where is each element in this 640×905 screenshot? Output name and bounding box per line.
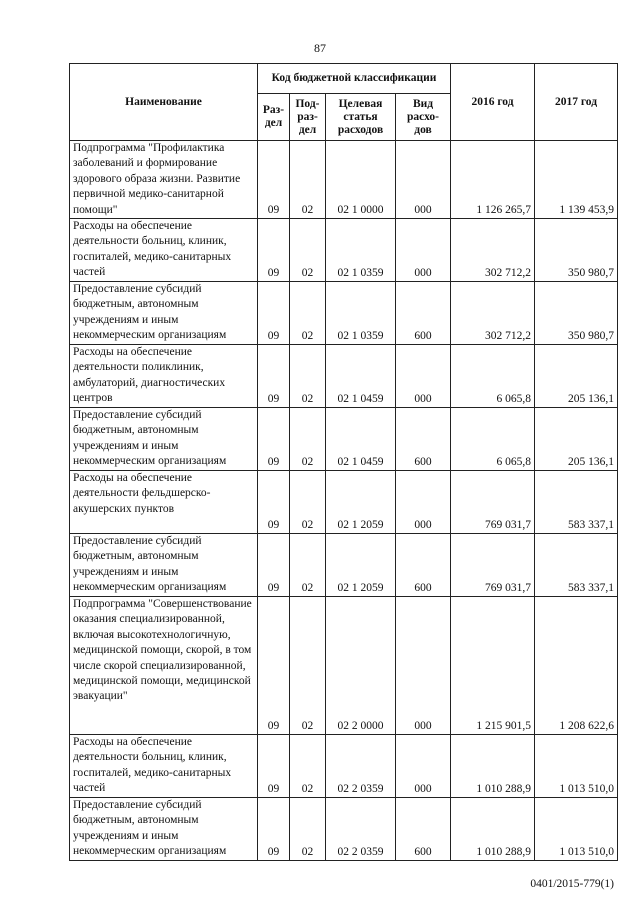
cell-subsection: 02 — [290, 408, 326, 471]
cell-section: 09 — [258, 735, 290, 798]
cell-2017: 1 208 622,6 — [535, 597, 618, 735]
budget-table — [69, 63, 618, 861]
cell-section: 09 — [258, 534, 290, 597]
cell-subsection: 02 — [290, 345, 326, 408]
cell-target: 02 1 0459 — [326, 408, 396, 471]
cell-2017: 205 136,1 — [535, 345, 618, 408]
cell-section: 09 — [258, 282, 290, 345]
table-header — [70, 64, 618, 141]
cell-type: 600 — [396, 798, 451, 861]
cell-target: 02 1 2059 — [326, 471, 396, 534]
cell-section: 09 — [258, 345, 290, 408]
cell-name: Расходы на обеспечение деятельности больниц, клиник, госпиталей, медико-санитарных частей — [70, 219, 258, 282]
cell-type: 600 — [396, 408, 451, 471]
cell-target: 02 1 0000 — [326, 141, 396, 219]
cell-2016: 1 215 901,5 — [451, 597, 535, 735]
table-row — [70, 345, 618, 408]
cell-subsection: 02 — [290, 798, 326, 861]
table-row — [70, 282, 618, 345]
cell-type: 000 — [396, 735, 451, 798]
cell-subsection: 02 — [290, 735, 326, 798]
cell-target: 02 1 0459 — [326, 345, 396, 408]
cell-target: 02 2 0359 — [326, 798, 396, 861]
cell-2017: 1 013 510,0 — [535, 735, 618, 798]
cell-section: 09 — [258, 798, 290, 861]
cell-name: Подпрограмма "Профилактика заболеваний и формирование здорового образа жизни. Развитие первичной медико-санитарной помощи" — [70, 141, 258, 219]
table-row — [70, 408, 618, 471]
cell-type: 600 — [396, 282, 451, 345]
header-type: Вид расхо-дов — [396, 94, 451, 141]
cell-subsection: 02 — [290, 597, 326, 735]
table-row — [70, 735, 618, 798]
cell-target: 02 1 0359 — [326, 219, 396, 282]
table-row — [70, 219, 618, 282]
page-number: 87 — [314, 41, 326, 55]
cell-type: 600 — [396, 534, 451, 597]
header-target: Целевая статья расходов — [326, 94, 396, 141]
cell-2017: 350 980,7 — [535, 219, 618, 282]
cell-2016: 302 712,2 — [451, 282, 535, 345]
cell-2017: 205 136,1 — [535, 408, 618, 471]
cell-type: 000 — [396, 219, 451, 282]
document-code: 0401/2015-779(1) — [530, 878, 614, 890]
cell-type: 000 — [396, 597, 451, 735]
cell-subsection: 02 — [290, 534, 326, 597]
cell-2017: 350 980,7 — [535, 282, 618, 345]
cell-target: 02 1 2059 — [326, 534, 396, 597]
cell-name: Предоставление субсидий бюджетным, автономным учреждениям и иным некоммерческим организациям — [70, 282, 258, 345]
header-section: Раз-дел — [258, 94, 290, 141]
table-row — [70, 534, 618, 597]
cell-section: 09 — [258, 141, 290, 219]
cell-subsection: 02 — [290, 141, 326, 219]
cell-2017: 583 337,1 — [535, 534, 618, 597]
header-2016: 2016 год — [451, 64, 535, 141]
cell-2017: 1 013 510,0 — [535, 798, 618, 861]
cell-name: Предоставление субсидий бюджетным, автономным учреждениям и иным некоммерческим организациям — [70, 408, 258, 471]
cell-type: 000 — [396, 141, 451, 219]
cell-target: 02 2 0000 — [326, 597, 396, 735]
header-2017: 2017 год — [535, 64, 618, 141]
cell-2017: 1 139 453,9 — [535, 141, 618, 219]
table-row — [70, 798, 618, 861]
cell-2016: 6 065,8 — [451, 345, 535, 408]
cell-target: 02 2 0359 — [326, 735, 396, 798]
cell-2016: 769 031,7 — [451, 534, 535, 597]
table-row — [70, 141, 618, 219]
table-row — [70, 471, 618, 534]
cell-section: 09 — [258, 219, 290, 282]
cell-2016: 6 065,8 — [451, 408, 535, 471]
cell-name: Расходы на обеспечение деятельности больниц, клиник, госпиталей, медико-санитарных частей — [70, 735, 258, 798]
cell-2016: 1 126 265,7 — [451, 141, 535, 219]
cell-subsection: 02 — [290, 282, 326, 345]
cell-subsection: 02 — [290, 471, 326, 534]
cell-name: Расходы на обеспечение деятельности поликлиник, амбулаторий, диагностических центров — [70, 345, 258, 408]
cell-type: 000 — [396, 345, 451, 408]
cell-target: 02 1 0359 — [326, 282, 396, 345]
cell-2016: 1 010 288,9 — [451, 735, 535, 798]
cell-name: Предоставление субсидий бюджетным, автономным учреждениям и иным некоммерческим организациям — [70, 798, 258, 861]
cell-section: 09 — [258, 408, 290, 471]
table-row — [70, 597, 618, 735]
header-code-group: Код бюджетной классификации — [258, 64, 451, 94]
cell-2016: 1 010 288,9 — [451, 798, 535, 861]
cell-name: Расходы на обеспечение деятельности фельдшерско-акушерских пунктов — [70, 471, 258, 534]
cell-name: Подпрограмма "Совершенствование оказания специализированной, включая высокотехнологичную, медицинской помощи, скорой, в том числе скорой специализированной, медицинской помощи, медицинской эвакуации" — [70, 597, 258, 735]
cell-section: 09 — [258, 471, 290, 534]
header-subsection: Под-раз-дел — [290, 94, 326, 141]
cell-2017: 583 337,1 — [535, 471, 618, 534]
cell-type: 000 — [396, 471, 451, 534]
header-name: Наименование — [70, 64, 258, 141]
cell-2016: 769 031,7 — [451, 471, 535, 534]
cell-section: 09 — [258, 597, 290, 735]
cell-name: Предоставление субсидий бюджетным, автономным учреждениям и иным некоммерческим организациям — [70, 534, 258, 597]
cell-subsection: 02 — [290, 219, 326, 282]
cell-2016: 302 712,2 — [451, 219, 535, 282]
